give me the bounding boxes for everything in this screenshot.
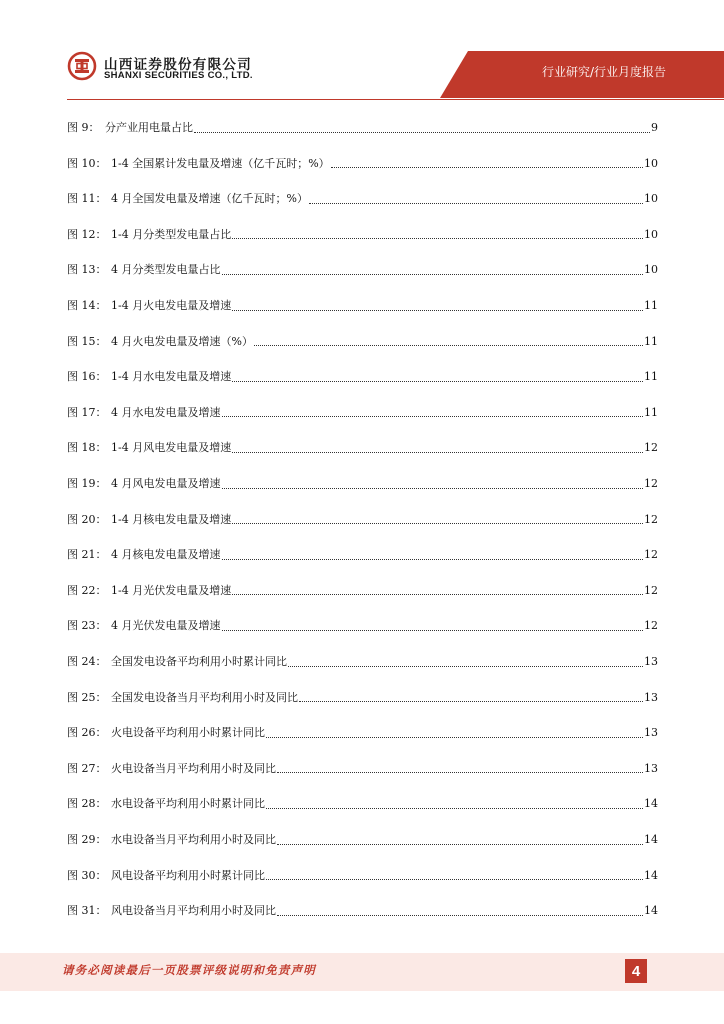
toc-dot-leader xyxy=(232,300,643,311)
toc-figure-number: 图 31： xyxy=(67,904,107,918)
toc-entry[interactable] xyxy=(67,617,658,635)
toc-entry[interactable] xyxy=(67,119,658,137)
toc-figure-title: 4 月火电发电量及增速（%） xyxy=(111,334,253,348)
toc-figure-title: 1-4 月火电发电量及增速 xyxy=(111,299,232,312)
toc-figure-number: 图 9： xyxy=(67,121,100,134)
toc-page-number: 14 xyxy=(644,904,658,918)
toc-figure-number: 图 24： xyxy=(67,655,107,668)
toc-page-number: 12 xyxy=(644,619,658,633)
header-divider xyxy=(67,99,724,100)
toc-dot-leader xyxy=(277,834,643,845)
toc-figure-number: 图 22： xyxy=(67,583,107,597)
toc-page-number: 12 xyxy=(644,583,658,597)
toc-entry[interactable] xyxy=(67,226,658,244)
page-header xyxy=(0,0,724,100)
toc-dot-leader xyxy=(277,762,643,773)
company-name-en: SHANXI SECURITIES CO., LTD. xyxy=(104,70,253,81)
toc-dot-leader xyxy=(331,157,643,168)
toc-dot-leader xyxy=(288,656,643,667)
toc-entry[interactable] xyxy=(67,546,658,564)
toc-dot-leader xyxy=(194,122,650,133)
toc-entry[interactable] xyxy=(67,867,658,885)
toc-figure-number: 图 19： xyxy=(67,477,107,490)
toc-figure-title: 风电设备平均利用小时累计同比 xyxy=(111,868,265,882)
toc-page-number: 11 xyxy=(644,334,658,348)
toc-entry[interactable] xyxy=(67,653,658,671)
toc-dot-leader xyxy=(266,869,643,880)
toc-figure-title: 火电设备当月平均利用小时及同比 xyxy=(111,761,276,775)
toc-figure-title: 分产业用电量占比 xyxy=(105,121,193,134)
toc-dot-leader xyxy=(222,264,644,275)
toc-figure-number: 图 27： xyxy=(67,761,107,775)
toc-figure-title: 4 月光伏发电量及增速 xyxy=(111,619,221,633)
toc-page-number: 13 xyxy=(644,726,658,740)
toc-page-number: 12 xyxy=(644,477,658,490)
toc-figure-number: 图 25： xyxy=(67,690,107,704)
toc-page-number: 13 xyxy=(644,761,658,775)
toc-figure-title: 4 月全国发电量及增速（亿千瓦时；%） xyxy=(111,192,308,206)
toc-dot-leader xyxy=(232,228,643,239)
toc-page-number: 10 xyxy=(644,263,658,277)
toc-entry[interactable] xyxy=(67,902,658,920)
toc-entry[interactable] xyxy=(67,475,658,493)
toc-figure-title: 全国发电设备当月平均利用小时及同比 xyxy=(111,690,298,704)
company-name-cn: 山西证券股份有限公司 xyxy=(104,57,252,73)
toc-entry[interactable] xyxy=(67,261,658,279)
toc-page-number: 12 xyxy=(644,512,658,526)
toc-figure-number: 图 18： xyxy=(67,441,107,455)
toc-entry[interactable] xyxy=(67,333,658,351)
toc-dot-leader xyxy=(232,584,643,595)
toc-figure-title: 1-4 月核电发电量及增速 xyxy=(111,512,232,526)
toc-page-number: 14 xyxy=(644,833,658,846)
toc-entry[interactable] xyxy=(67,297,658,315)
page-number: 4 xyxy=(625,959,647,983)
toc-entry[interactable] xyxy=(67,582,658,600)
toc-entry[interactable] xyxy=(67,155,658,173)
toc-page-number: 10 xyxy=(644,156,658,170)
toc-page-number: 10 xyxy=(644,192,658,206)
toc-page-number: 13 xyxy=(644,690,658,704)
toc-figure-number: 图 21： xyxy=(67,548,107,562)
toc-dot-leader xyxy=(222,620,644,631)
toc-figure-title: 水电设备当月平均利用小时及同比 xyxy=(111,833,276,846)
toc-figure-number: 图 11： xyxy=(67,192,107,206)
toc-figure-number: 图 28： xyxy=(67,797,107,811)
toc-dot-leader xyxy=(277,905,643,916)
toc-dot-leader xyxy=(299,691,643,702)
toc-figure-number: 图 30： xyxy=(67,868,107,882)
toc-page-number: 11 xyxy=(644,370,658,384)
toc-page-number: 11 xyxy=(644,405,658,419)
toc-figure-title: 4 月风电发电量及增速 xyxy=(111,477,221,490)
toc-dot-leader xyxy=(309,193,643,204)
company-logo-icon xyxy=(67,51,97,81)
toc-figure-number: 图 14： xyxy=(67,299,107,312)
toc-entry[interactable] xyxy=(67,689,658,707)
toc-dot-leader xyxy=(254,335,643,346)
toc-entry[interactable] xyxy=(67,190,658,208)
toc-page-number: 12 xyxy=(644,548,658,562)
toc-figure-title: 4 月分类型发电量占比 xyxy=(111,263,221,277)
toc-dot-leader xyxy=(232,442,643,453)
toc-figure-title: 4 月水电发电量及增速 xyxy=(111,405,221,419)
footer-disclaimer: 请务必阅读最后一页股票评级说明和免责声明 xyxy=(62,963,316,977)
toc-figure-number: 图 23： xyxy=(67,619,107,633)
toc-figure-title: 风电设备当月平均利用小时及同比 xyxy=(111,904,276,918)
toc-dot-leader xyxy=(232,371,643,382)
toc-figure-title: 火电设备平均利用小时累计同比 xyxy=(111,726,265,740)
toc-figure-title: 1-4 月风电发电量及增速 xyxy=(111,441,232,455)
toc-figure-number: 图 20： xyxy=(67,512,107,526)
toc-figure-number: 图 29： xyxy=(67,833,107,846)
toc-dot-leader xyxy=(222,478,644,489)
toc-dot-leader xyxy=(232,513,643,524)
toc-entry[interactable] xyxy=(67,724,658,742)
toc-entry[interactable] xyxy=(67,795,658,813)
toc-entry[interactable] xyxy=(67,368,658,386)
toc-figure-title: 1-4 月分类型发电量占比 xyxy=(111,227,232,241)
toc-entry[interactable] xyxy=(67,760,658,778)
toc-page-number: 12 xyxy=(644,441,658,455)
toc-figure-title: 全国发电设备平均利用小时累计同比 xyxy=(111,655,287,668)
toc-page-number: 14 xyxy=(644,868,658,882)
toc-entry[interactable] xyxy=(67,439,658,457)
toc-figure-number: 图 13： xyxy=(67,263,107,277)
toc-dot-leader xyxy=(266,727,643,738)
toc-figure-title: 1-4 月光伏发电量及增速 xyxy=(111,583,232,597)
toc-page-number: 10 xyxy=(644,227,658,241)
toc-figure-title: 4 月核电发电量及增速 xyxy=(111,548,221,562)
report-type-label: 行业研究/行业月度报告 xyxy=(541,65,666,79)
toc-figure-number: 图 15： xyxy=(67,334,107,348)
toc-page-number: 9 xyxy=(651,121,658,134)
toc-entry[interactable] xyxy=(67,831,658,849)
toc-figure-number: 图 10： xyxy=(67,156,107,170)
toc-entry[interactable] xyxy=(67,404,658,422)
toc-entry[interactable] xyxy=(67,511,658,529)
toc-figure-number: 图 17： xyxy=(67,405,107,419)
toc-figure-number: 图 16： xyxy=(67,370,107,384)
toc-figure-title: 1-4 全国累计发电量及增速（亿千瓦时；%） xyxy=(111,156,330,170)
toc-dot-leader xyxy=(266,798,643,809)
toc-page-number: 14 xyxy=(644,797,658,811)
toc-figure-number: 图 12： xyxy=(67,227,107,241)
toc-figure-title: 水电设备平均利用小时累计同比 xyxy=(111,797,265,811)
toc-dot-leader xyxy=(222,549,644,560)
toc-figure-title: 1-4 月水电发电量及增速 xyxy=(111,370,232,384)
toc-page-number: 11 xyxy=(644,299,658,312)
toc-figure-number: 图 26： xyxy=(67,726,107,740)
toc-page-number: 13 xyxy=(644,655,658,668)
toc-dot-leader xyxy=(222,406,644,417)
